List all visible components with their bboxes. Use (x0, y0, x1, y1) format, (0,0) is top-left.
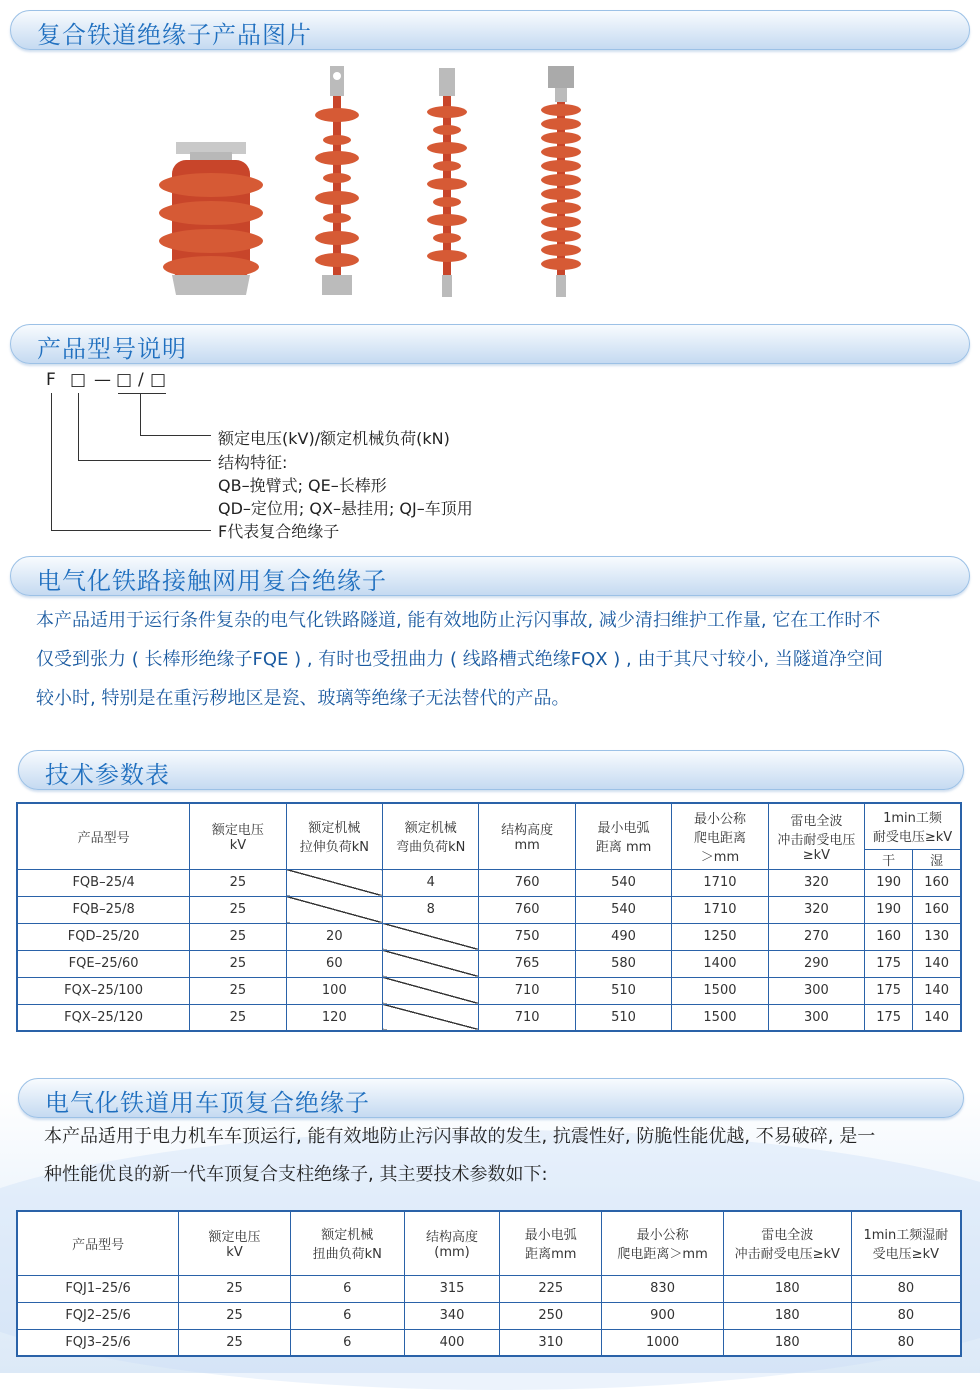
cell-dry: 175 (865, 1004, 913, 1031)
model-code-f: F (46, 370, 56, 390)
bracket-line (140, 435, 211, 436)
cell-model: FQX–25/100 (17, 977, 190, 1004)
table-row (17, 1302, 961, 1329)
cell-wet: 80 (851, 1329, 961, 1356)
table-header-row (17, 803, 961, 849)
cell-torsion: 6 (290, 1302, 404, 1329)
paragraph-line: 本产品适用于运行条件复杂的电气化铁路隧道, 能有效地防止污闪事故, 减少清扫维护工作量, 它在工作时不 (36, 610, 881, 631)
cell-height: 710 (479, 1004, 575, 1031)
cell-model: FQB–25/4 (17, 869, 190, 896)
cell-height: 760 (479, 896, 575, 923)
cell-wet: 80 (851, 1302, 961, 1329)
cell-dry: 175 (865, 950, 913, 977)
cell-bending (383, 977, 479, 1004)
tension-insulator-image (315, 66, 359, 295)
cell-tension: 20 (286, 923, 382, 950)
cell-voltage: 25 (190, 1004, 286, 1031)
model-code-box1: □ (70, 370, 87, 390)
cell-creep: 1000 (602, 1329, 724, 1356)
table-row (17, 977, 961, 1004)
cell-dry: 190 (865, 869, 913, 896)
cell-voltage: 25 (190, 950, 286, 977)
table-row (17, 896, 961, 923)
table-row (17, 1004, 961, 1031)
cell-tension: 120 (286, 1004, 382, 1031)
cell-height: 710 (479, 977, 575, 1004)
cell-model: FQJ1–25/6 (17, 1275, 179, 1302)
cell-voltage: 25 (179, 1275, 291, 1302)
cell-arc: 225 (500, 1275, 602, 1302)
suspension-insulator-image (541, 66, 581, 297)
cell-dry: 175 (865, 977, 913, 1004)
cell-impulse: 290 (768, 950, 864, 977)
header-tension: 额定机械 拉伸负荷kN (286, 803, 382, 869)
cell-tension: 100 (286, 977, 382, 1004)
cell-creep: 900 (602, 1302, 724, 1329)
cell-creep: 830 (602, 1275, 724, 1302)
cell-voltage: 25 (179, 1329, 291, 1356)
paragraph-line: 仅受到张力 ( 长棒形绝缘子FQE ) , 有时也受扭曲力 ( 线路槽式绝缘FQX ) , 由于其尺寸较小, 当隧道净空间 (36, 649, 883, 670)
table-row (17, 1275, 961, 1302)
cell-tension: 60 (286, 950, 382, 977)
header-model: 产品型号 (17, 803, 190, 869)
cell-torsion: 6 (290, 1329, 404, 1356)
model-code-slash: / (138, 370, 144, 390)
header-wet: 湿 (913, 849, 961, 869)
cell-arc: 310 (500, 1329, 602, 1356)
cell-creep: 1400 (672, 950, 768, 977)
cell-bending: 4 (383, 869, 479, 896)
model-code-box3: □ (150, 370, 167, 390)
catenary-description (36, 601, 976, 718)
cell-bending: 8 (383, 896, 479, 923)
header-bending: 额定机械 弯曲负荷kN (383, 803, 479, 869)
section-header-catenary-insulators (10, 556, 970, 596)
bracket-line (140, 393, 141, 435)
cell-height: 400 (404, 1329, 500, 1356)
section-title: 电气化铁路接触网用复合绝缘子 (37, 567, 387, 595)
note-f: F代表复合绝缘子 (218, 522, 340, 541)
note-qd-qx-qj: QD–定位用; QX–悬挂用; QJ–车顶用 (218, 499, 473, 518)
section-header-product-images (10, 10, 970, 50)
cell-dry: 190 (865, 896, 913, 923)
cell-height: 315 (404, 1275, 500, 1302)
cell-model: FQE–25/60 (17, 950, 190, 977)
cell-tension (286, 869, 382, 896)
cell-wet: 80 (851, 1275, 961, 1302)
cell-wet: 160 (913, 896, 961, 923)
cell-arc: 510 (575, 1004, 671, 1031)
section-header-roof-insulators (18, 1078, 964, 1118)
cell-creep: 1710 (672, 869, 768, 896)
cell-impulse: 180 (723, 1329, 851, 1356)
bracket-line (118, 393, 166, 394)
header-freq: 1min工频 耐受电压≥kV (865, 803, 961, 849)
cell-wet: 140 (913, 1004, 961, 1031)
header-arc: 最小电弧 距离 mm (575, 803, 671, 869)
cell-height: 765 (479, 950, 575, 977)
header-creep: 最小公称 爬电距离 ＞mm (672, 803, 768, 869)
cell-arc: 540 (575, 869, 671, 896)
cell-arc: 250 (500, 1302, 602, 1329)
cell-tension (286, 896, 382, 923)
cell-torsion: 6 (290, 1275, 404, 1302)
header-creep: 最小公称 爬电距离＞mm (602, 1211, 724, 1275)
cell-wet: 140 (913, 977, 961, 1004)
cell-bending (383, 1004, 479, 1031)
cell-height: 760 (479, 869, 575, 896)
cell-dry: 160 (865, 923, 913, 950)
cell-voltage: 25 (190, 896, 286, 923)
cell-model: FQJ3–25/6 (17, 1329, 179, 1356)
header-voltage: 额定电压 kV (179, 1211, 291, 1275)
bracket-line (51, 530, 211, 531)
cell-model: FQD–25/20 (17, 923, 190, 950)
cell-arc: 510 (575, 977, 671, 1004)
table-header-row (17, 1211, 961, 1275)
section-header-tech-params (18, 750, 964, 790)
table-row (17, 923, 961, 950)
cell-height: 340 (404, 1302, 500, 1329)
note-rated-values: 额定电压(kV)/额定机械负荷(kN) (218, 429, 450, 448)
tech-params-table (16, 802, 962, 1032)
paragraph-line: 种性能优良的新一代车顶复合支柱绝缘子, 其主要技术参数如下: (44, 1164, 548, 1185)
table-row (17, 950, 961, 977)
cell-voltage: 25 (190, 923, 286, 950)
note-qb-qe: QB–挽臂式; QE–长棒形 (218, 476, 387, 495)
section-header-model-description (10, 324, 970, 364)
header-height: 结构高度 (mm) (404, 1211, 500, 1275)
header-wet: 1min工频湿耐 受电压≥kV (851, 1211, 961, 1275)
header-impulse: 雷电全波 冲击耐受电压 ≥kV (768, 803, 864, 869)
post-insulator-image (159, 142, 263, 295)
bracket-line (78, 393, 79, 460)
cell-creep: 1710 (672, 896, 768, 923)
cell-arc: 580 (575, 950, 671, 977)
cell-creep: 1500 (672, 977, 768, 1004)
cell-wet: 130 (913, 923, 961, 950)
header-torsion: 额定机械 扭曲负荷kN (290, 1211, 404, 1275)
cell-impulse: 300 (768, 977, 864, 1004)
cell-bending (383, 923, 479, 950)
section-title: 产品型号说明 (37, 335, 187, 363)
note-structure: 结构特征: (218, 453, 288, 472)
cell-impulse: 300 (768, 1004, 864, 1031)
table-row (17, 869, 961, 896)
bracket-line (78, 460, 211, 461)
cell-impulse: 180 (723, 1275, 851, 1302)
header-impulse: 雷电全波 冲击耐受电压≥kV (723, 1211, 851, 1275)
roof-params-table (16, 1210, 962, 1357)
cell-impulse: 270 (768, 923, 864, 950)
cell-model: FQB–25/8 (17, 896, 190, 923)
long-rod-insulator-image (427, 68, 467, 297)
header-dry: 干 (865, 849, 913, 869)
roof-description (44, 1118, 974, 1194)
header-arc: 最小电弧 距离mm (500, 1211, 602, 1275)
cell-voltage: 25 (179, 1302, 291, 1329)
header-voltage: 额定电压 kV (190, 803, 286, 869)
cell-voltage: 25 (190, 977, 286, 1004)
cell-impulse: 320 (768, 896, 864, 923)
section-title: 技术参数表 (45, 761, 170, 789)
cell-height: 750 (479, 923, 575, 950)
paragraph-line: 本产品适用于电力机车车顶运行, 能有效地防止污闪事故的发生, 抗震性好, 防脆性能优越, 不易破碎, 是一 (44, 1126, 876, 1147)
cell-wet: 140 (913, 950, 961, 977)
cell-voltage: 25 (190, 869, 286, 896)
cell-creep: 1250 (672, 923, 768, 950)
cell-model: FQX–25/120 (17, 1004, 190, 1031)
cell-creep: 1500 (672, 1004, 768, 1031)
product-images (150, 60, 630, 310)
cell-arc: 540 (575, 896, 671, 923)
table-row (17, 1329, 961, 1356)
section-title: 电气化铁道用车顶复合绝缘子 (45, 1089, 370, 1117)
paragraph-line: 较小时, 特别是在重污秽地区是瓷、玻璃等绝缘子无法替代的产品。 (36, 688, 570, 709)
header-model: 产品型号 (17, 1211, 179, 1275)
header-height: 结构高度 mm (479, 803, 575, 869)
bracket-line (51, 393, 52, 530)
section-title: 复合铁道绝缘子产品图片 (37, 21, 312, 49)
cell-arc: 490 (575, 923, 671, 950)
cell-model: FQJ2–25/6 (17, 1302, 179, 1329)
cell-bending (383, 950, 479, 977)
cell-impulse: 180 (723, 1302, 851, 1329)
cell-wet: 160 (913, 869, 961, 896)
model-code-dash: — (94, 370, 111, 390)
cell-impulse: 320 (768, 869, 864, 896)
model-code-box2: □ (116, 370, 133, 390)
